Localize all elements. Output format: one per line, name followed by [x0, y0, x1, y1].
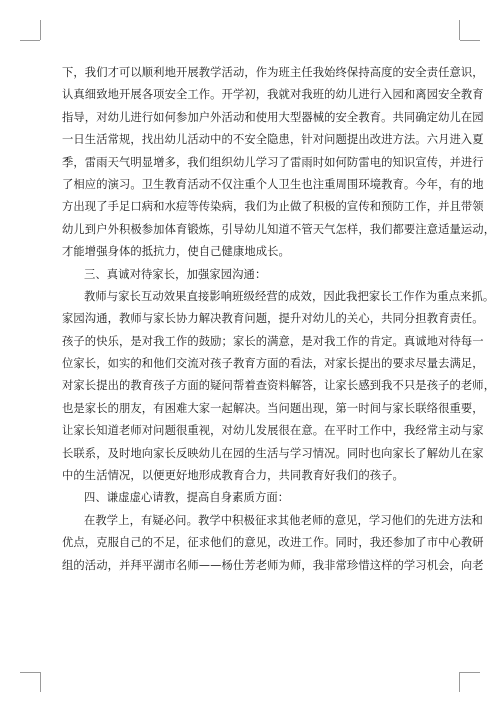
text-line: 优点，克服自己的不足，征求他们的意见，改进工作。同时，我还参加了市中心教研 — [62, 536, 484, 550]
text-line: 让家长知道老师对问题很重视，对幼儿发展很在意。在平时工作中，我经常主动与家 — [62, 424, 484, 438]
crop-mark-bottom-left-horizontal — [20, 672, 40, 673]
text-line: 家园沟通，教师与家长协力解决教育问题，提升对幼儿的关心，共同分担教育责任。 — [62, 312, 484, 326]
text-line: 长联系，及时地向家长反映幼儿在园的生活与学习情况。同时也向家长了解幼儿在家 — [62, 446, 484, 460]
text-line: 了相应的演习。卫生教育活动不仅注重个人卫生也注重周围环境教育。今年，有的地 — [62, 177, 484, 191]
text-line: 位家长，如实的和他们交流对孩子教育方面的看法，对家长提出的要求尽量去满足， — [62, 357, 484, 371]
text-line: 下，我们才可以顺利地开展教学活动，作为班主任我始终保持高度的安全责任意识， — [62, 66, 484, 79]
crop-mark-bottom-right-vertical — [459, 672, 460, 692]
text-line: 才能增强身体的抵抗力，使自己健康地成长。 — [62, 245, 290, 259]
crop-mark-top-left-vertical — [40, 20, 41, 40]
crop-mark-top-left-horizontal — [20, 40, 40, 41]
crop-mark-bottom-left-vertical — [40, 672, 41, 692]
text-line: 中的生活情况，以便更好地形成教育合力，共同教育好我们的孩子。 — [62, 469, 404, 483]
text-line: 季，雷雨天气明显增多，我们组织幼儿学习了雷雨时如何防雷电的知识宣传，并进行 — [62, 155, 484, 169]
section-heading-3: 三、真诚对待家长，加强家园沟通： — [84, 267, 267, 281]
text-line: 孩子的快乐，是对我工作的鼓励；家长的满意，是对我工作的肯定。真诚地对待每一 — [62, 334, 484, 348]
section-heading-4: 四、谦虚虚心请教，提高自身素质方面： — [84, 491, 290, 505]
crop-mark-top-right-horizontal — [460, 40, 480, 41]
text-line: 方出现了手足口病和水痘等传染病，我们为止做了积极的宣传和预防工作，并且带领 — [62, 200, 484, 214]
text-line: 认真细致地开展各项安全工作。开学初，我就对我班的幼儿进行入园和离园安全教育 — [62, 88, 484, 102]
paragraph-first-line: 教师与家长互动效果直接影响班级经营的成效，因此我把家长工作作为重点来抓。 — [84, 289, 495, 303]
text-line: 组的活动，并拜平湖市名师——杨仕芳老师为师，我非常珍惜这样的学习机会，向老 — [62, 558, 484, 572]
document-body — [62, 62, 496, 577]
text-line: 幼儿到户外积极参加体育锻炼，引导幼儿知道不管天气怎样，我们都要注意适量运动， — [62, 222, 496, 236]
text-line: 指导，对幼儿进行如何参加户外活动和使用大型器械的安全教育。共同确定幼儿在园 — [62, 110, 484, 124]
crop-mark-bottom-right-horizontal — [460, 672, 480, 673]
text-line: 也是家长的朋友，有困难大家一起解决。当问题出现，第一时间与家长联络很重要， — [62, 401, 484, 415]
paragraph-first-line: 在教学上，有疑必问。教学中积极征求其他老师的意见，学习他们的先进方法和 — [84, 513, 483, 527]
crop-mark-top-right-vertical — [459, 20, 460, 40]
text-line: 一日生活常规，找出幼儿活动中的不安全隐患，针对问题提出改进方法。六月进入夏 — [62, 133, 484, 147]
text-line: 对家长提出的教育孩子方面的疑问帮着查资料解答，让家长感到我不只是孩子的老师， — [62, 379, 496, 393]
